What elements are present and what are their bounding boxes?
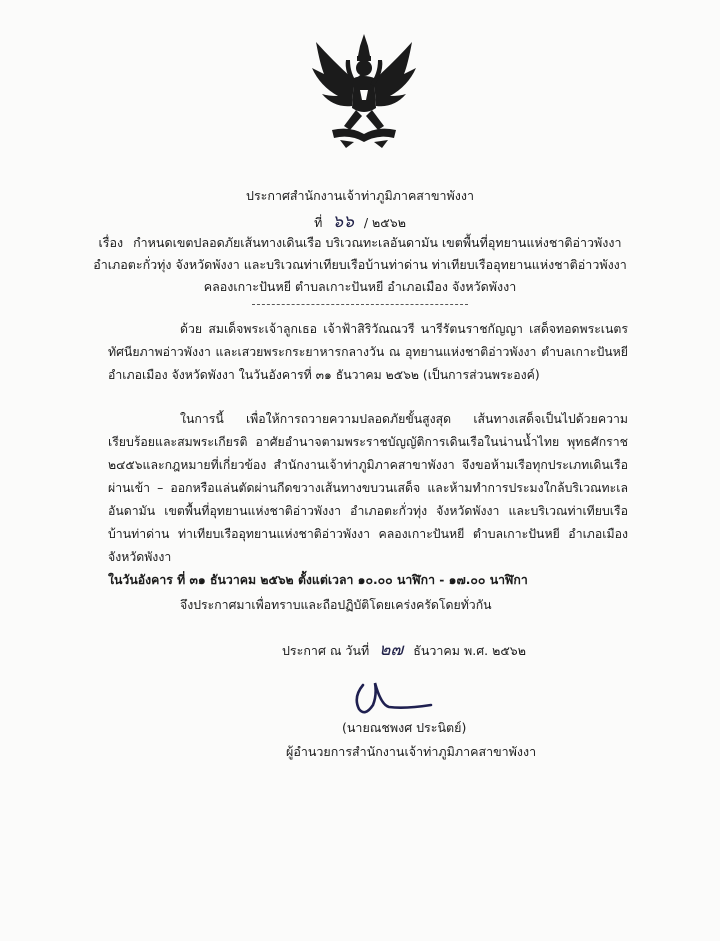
divider [252, 304, 468, 305]
number-prefix: ที่ [314, 215, 323, 230]
signature-image [345, 675, 435, 721]
subject-block [0, 232, 720, 298]
paragraph-2-bold: ในวันอังคาร ที่ ๓๑ ธันวาคม ๒๕๖๒ ตั้งแต่เวลา ๑๐.๐๐ นาฬิกา - ๑๗.๐๐ นาฬิกา [108, 573, 528, 587]
signer-name: (นายณชพงศ ประนิตย์) [342, 720, 467, 735]
subject-line-2: อำเภอตะกั่วทุ่ง จังหวัดพังงา และบริเวณท่าเทียบเรือบ้านท่าด่าน ท่าเทียบเรืออุทยานแห่งชาติอ่าวพังงา [93, 257, 627, 272]
paragraph-2 [108, 408, 628, 592]
subject-text-1: กำหนดเขตปลอดภัยเส้นทางเดินเรือ บริเวณทะเลอันดามัน เขตพื้นที่อุทยานแห่งชาติอ่าวพังงา [133, 235, 622, 250]
paragraph-1 [108, 318, 628, 387]
paragraph-2-text: ในการนี้ เพื่อให้การถวายความปลอดภัยขั้นสูงสุด เส้นทางเสด็จเป็นไปด้วยความเรียบร้อยและสมพระเกียรติ อาศัยอำนาจตามพระราชบัญญัติการเดินเรือในน่านน้ำไทย พุทธศักราช ๒๔๕๖และกฎหมายที่เกี่ยวข้อง สำนักงานเจ้าท่าภูมิภาคสาขาพังงา จึงขอห้ามเรือทุกประเภทเดินเรือผ่านเข้า – ออกหรือแล่นตัดผ่านกีดขวางเส้นทางขบวนเสด็จ และห้ามทำการประมงใกล้บริเวณทะเลอันดามัน เขตพื้นที่อุทยานแห่งชาติอ่าวพังงา อำเภอตะกั่วทุ่ง จังหวัดพังงา และบริเวณท่าเทียบเรือบ้านท่าด่าน ท่าเทียบเรืออุทยานแห่งชาติอ่าวพังงา คลองเกาะปันหยี ตำบลเกาะปันหยี อำเภอเมือง จังหวัดพังงา [108, 412, 628, 564]
subject-line-3: คลองเกาะปันหยี ตำบลเกาะปันหยี อำเภอเมือง จังหวัดพังงา [203, 279, 517, 294]
date-suffix: ธันวาคม พ.ศ. ๒๕๖๒ [413, 643, 526, 658]
number-handwritten: ๖๖ [332, 212, 354, 232]
announcement-number [0, 208, 720, 235]
date-handwritten: ๒๗ [379, 640, 404, 660]
paragraph-3 [108, 594, 628, 617]
date-line [282, 636, 526, 663]
date-prefix: ประกาศ ณ วันที่ [282, 643, 370, 658]
signer-title: ผู้อำนวยการสำนักงานเจ้าท่าภูมิภาคสาขาพังงา [286, 744, 537, 759]
paragraph-3-text: จึงประกาศมาเพื่อทราบและถือปฏิบัติโดยเคร่งครัดโดยทั่วกัน [180, 598, 492, 612]
garuda-emblem-icon [310, 30, 418, 150]
paragraph-1-text: ด้วย สมเด็จพระเจ้าลูกเธอ เจ้าฟ้าสิริวัณณวรี นารีรัตนราชกัญญา เสด็จทอดพระเนตรทัศนียภาพอ่าวพังงา และเสวยพระกระยาหารกลางวัน ณ อุทยานแห่งชาติอ่าวพังงา ตำบลเกาะปันหยีอำเภอเมือง จังหวัดพังงา ในวันอังคารที่ ๓๑ ธันวาคม ๒๕๖๒ (เป็นการส่วนพระองค์) [108, 322, 628, 382]
number-suffix: / ๒๕๖๒ [363, 215, 406, 230]
announcement-title: ประกาศสำนักงานเจ้าท่าภูมิภาคสาขาพังงา [246, 188, 474, 203]
subject-line-1 [0, 232, 720, 254]
subject-label: เรื่อง [98, 235, 124, 250]
